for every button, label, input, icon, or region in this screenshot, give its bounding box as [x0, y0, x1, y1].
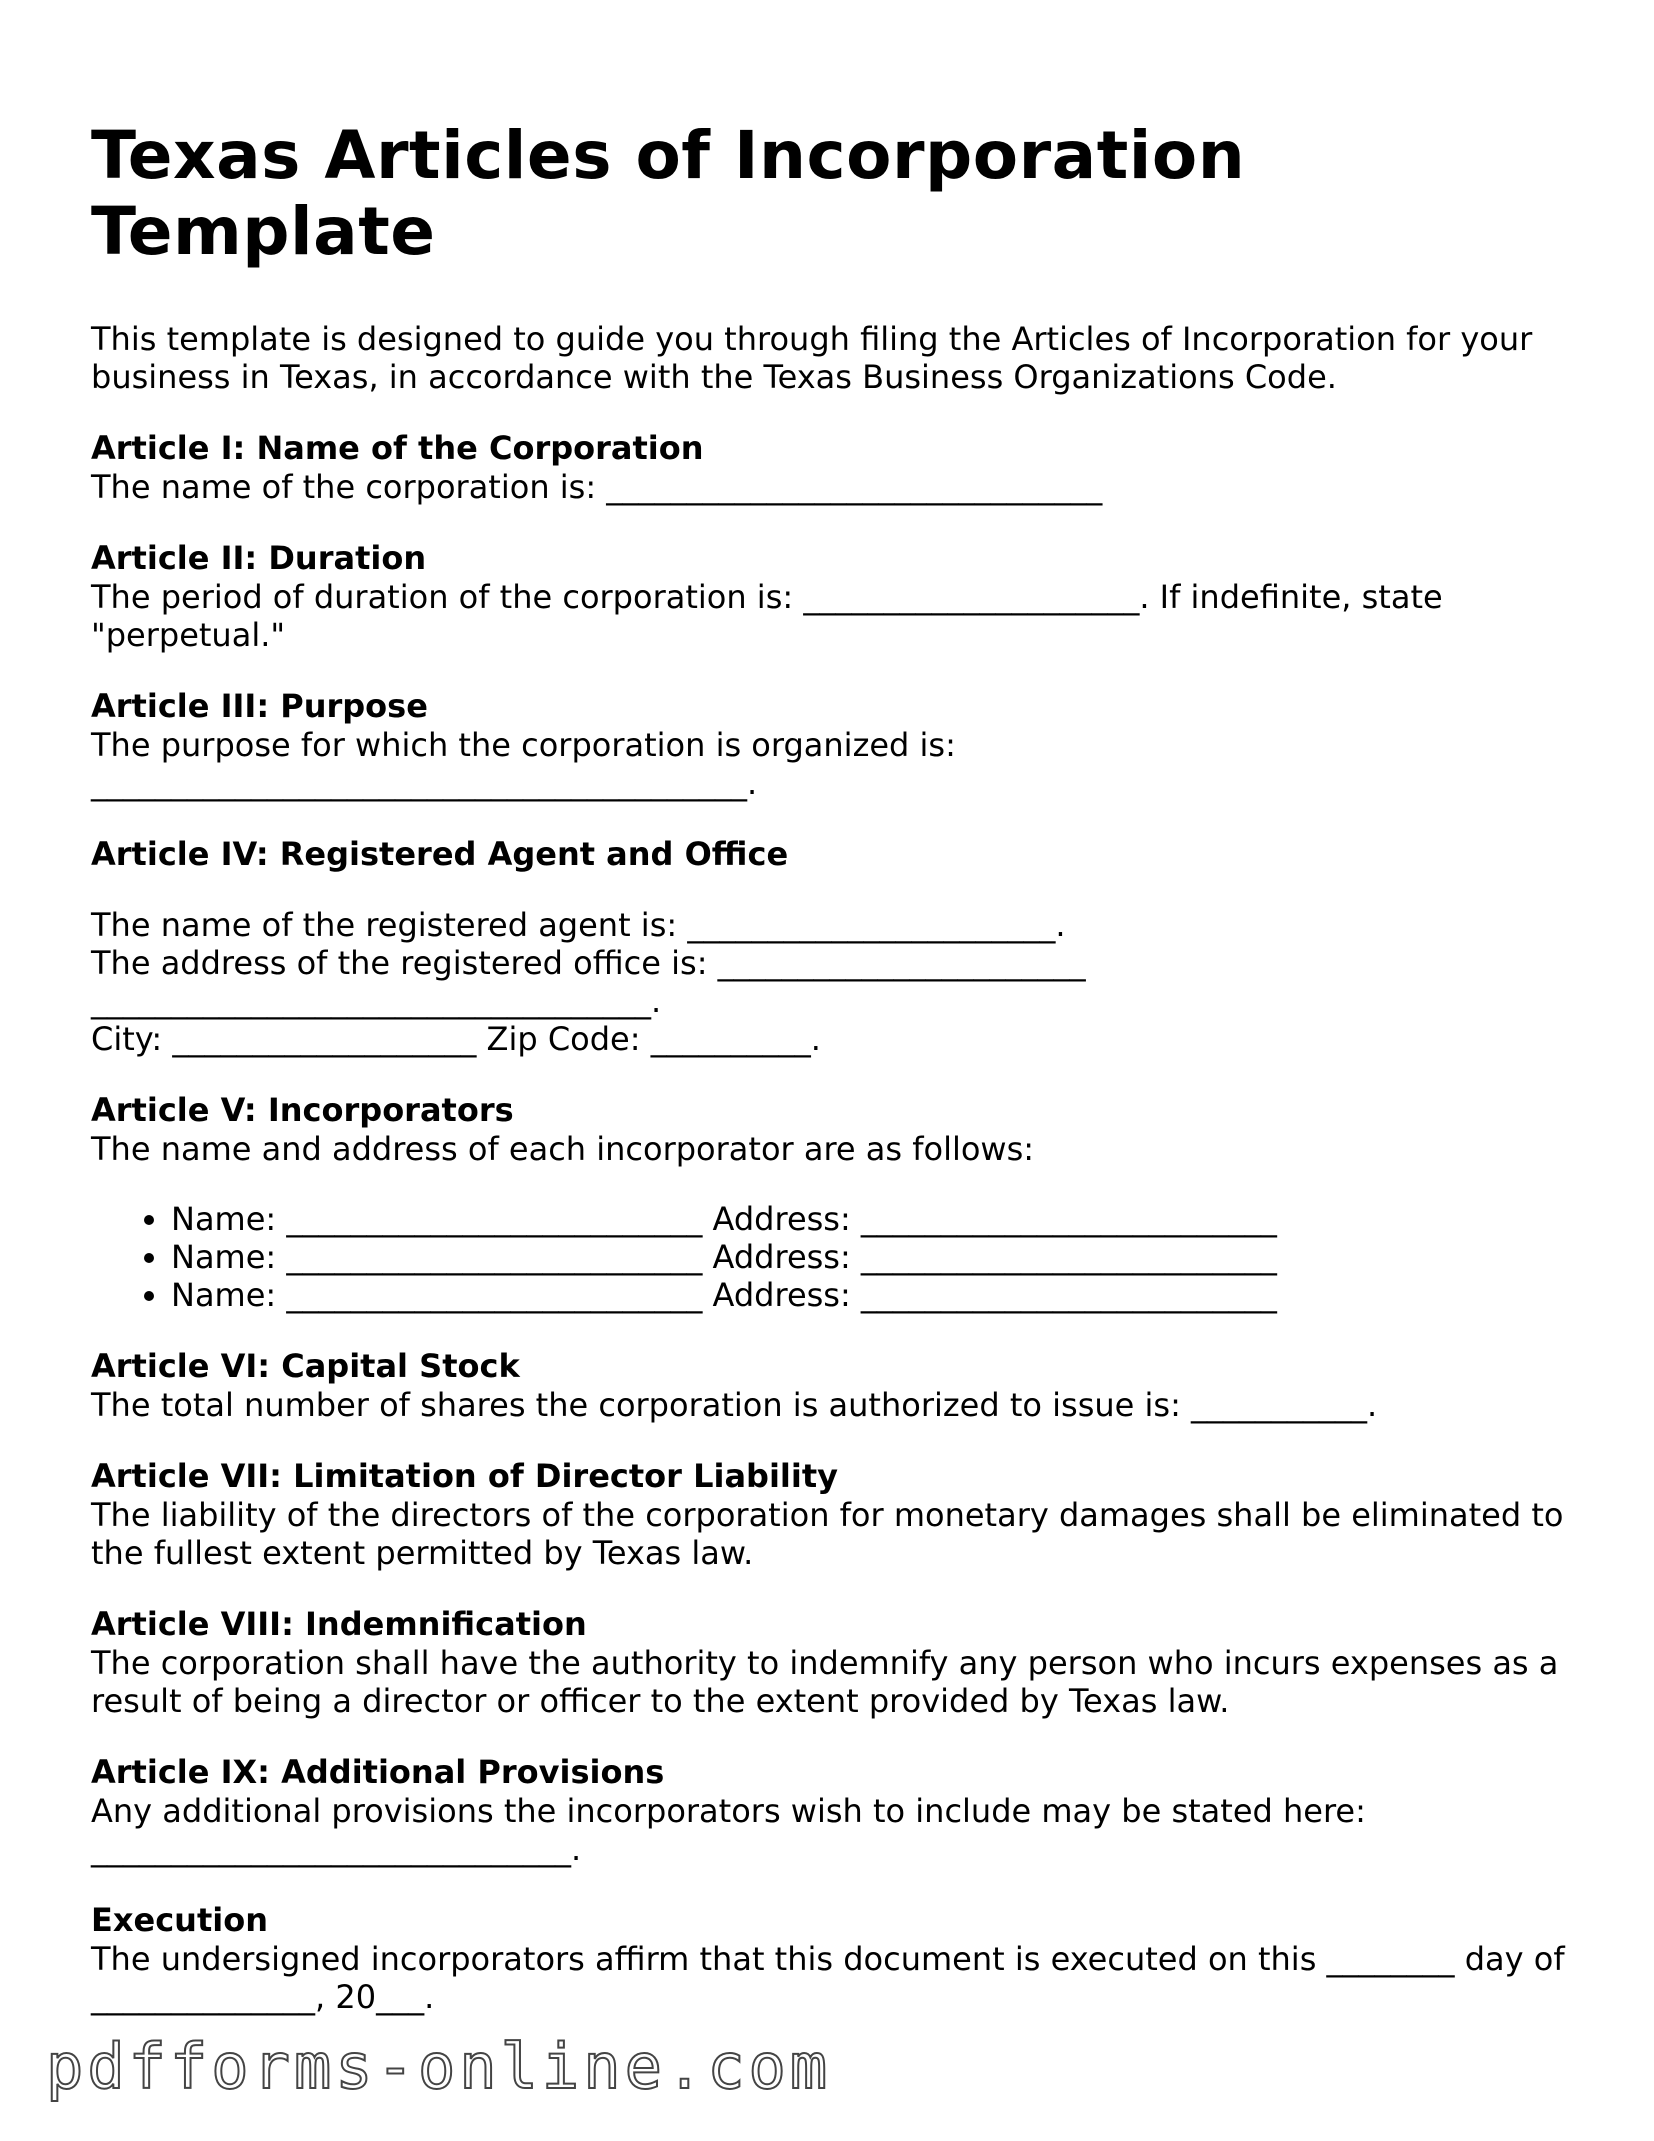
article-7 [91, 1456, 1571, 1572]
article-8-heading: Article VIII: Indemnification [91, 1605, 587, 1643]
article-1-heading: Article I: Name of the Corporation [91, 429, 704, 467]
article-4-city-text: City: ___________________ Zip Code: __________. [91, 1020, 821, 1058]
article-2-heading: Article II: Duration [91, 539, 427, 577]
article-7-heading: Article VII: Limitation of Director Liability [91, 1457, 838, 1495]
article-4 [91, 834, 1571, 1058]
article-9-text: Any additional provisions the incorporators wish to include may be stated here: ______________________________. [91, 1792, 1366, 1868]
intro-paragraph: This template is designed to guide you through filing the Articles of Incorporation for your business in Texas, in accordance with the Texas Business Organizations Code. [91, 320, 1533, 396]
article-1-text: The name of the corporation is: _______________________________ [91, 468, 1103, 506]
list-item: • Name: __________________________ Address: __________________________ [171, 1238, 1571, 1276]
watermark: pdfforms-online.com [46, 2030, 832, 2103]
article-6-heading: Article VI: Capital Stock [91, 1347, 520, 1385]
article-6-text: The total number of shares the corporation is authorized to issue is: ___________. [91, 1386, 1378, 1424]
execution-text: The undersigned incorporators affirm that this document is executed on this ________ day of ______________, 20___. [91, 1940, 1565, 2016]
document-page [91, 118, 1571, 2048]
list-item: • Name: __________________________ Address: __________________________ [171, 1200, 1571, 1238]
article-9-heading: Article IX: Additional Provisions [91, 1753, 665, 1791]
article-8 [91, 1604, 1571, 1720]
article-8-text: The corporation shall have the authority to indemnify any person who incurs expenses as a result of being a director or officer to the extent provided by Texas law. [91, 1644, 1559, 1720]
document-title: Texas Articles of Incorporation Template [91, 117, 1246, 270]
list-item: • Name: __________________________ Address: __________________________ [171, 1276, 1571, 1314]
incorporator-list [91, 1200, 1571, 1314]
article-3-text: The purpose for which the corporation is organized is: _________________________________________. [91, 726, 956, 802]
execution-section [91, 1900, 1571, 2016]
article-2 [91, 538, 1571, 654]
article-9 [91, 1752, 1571, 1868]
article-4-office-text: The address of the registered office is: _______________________ ___________________________________. [91, 944, 1086, 1020]
article-7-text: The liability of the directors of the corporation for monetary damages shall be eliminated to the fullest extent permitted by Texas law. [91, 1496, 1564, 1572]
article-4-heading: Article IV: Registered Agent and Office [91, 835, 789, 873]
article-3-heading: Article III: Purpose [91, 687, 428, 725]
article-3 [91, 686, 1571, 802]
article-5-heading: Article V: Incorporators [91, 1091, 514, 1129]
article-2-text: The period of duration of the corporation is: _____________________. If indefinite, state "perpetual." [91, 578, 1443, 654]
execution-heading: Execution [91, 1901, 268, 1939]
article-6 [91, 1346, 1571, 1424]
article-1 [91, 428, 1571, 506]
article-5 [91, 1090, 1571, 1314]
article-5-text: The name and address of each incorporator are as follows: [91, 1130, 1035, 1168]
article-4-agent-text: The name of the registered agent is: _______________________. [91, 906, 1066, 944]
